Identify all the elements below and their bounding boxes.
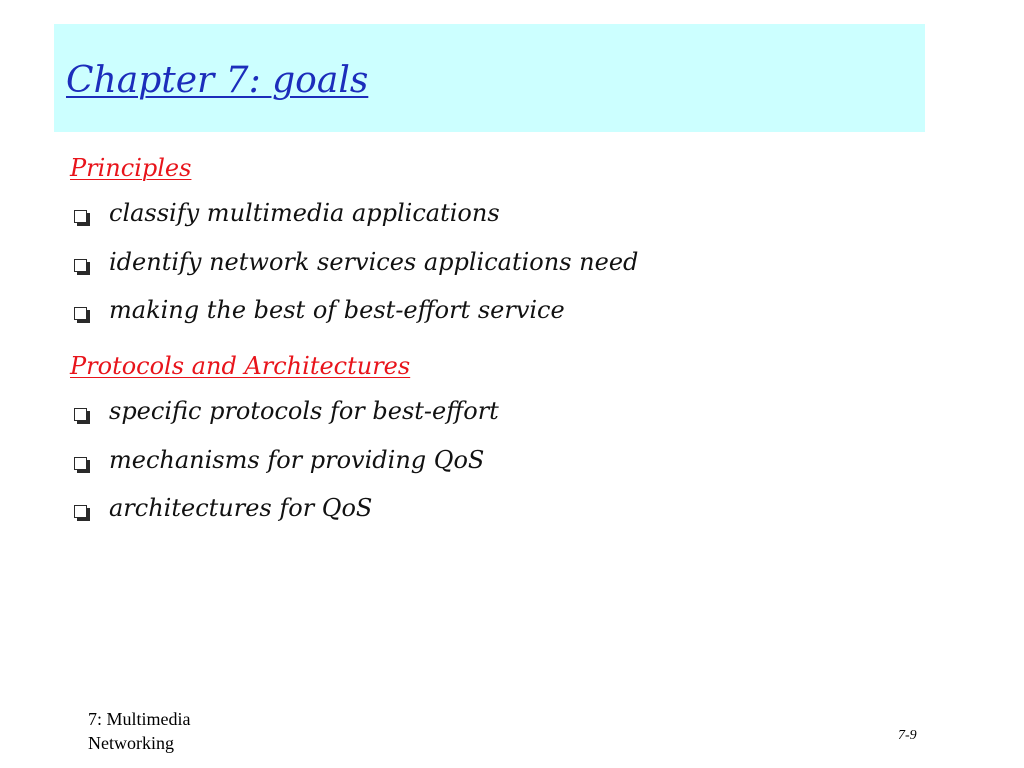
slide-title: Chapter 7: goals bbox=[66, 60, 369, 101]
square-bullet-icon bbox=[74, 505, 87, 518]
section-heading-principles: Principles bbox=[70, 154, 192, 182]
bullet-text: specific protocols for best-effort bbox=[109, 397, 499, 425]
page-number: 7-9 bbox=[898, 728, 917, 743]
bullet-text: making the best of best-effort service bbox=[109, 296, 565, 324]
square-bullet-icon bbox=[74, 259, 87, 272]
section-heading-protocols: Protocols and Architectures bbox=[70, 352, 411, 380]
square-bullet-icon bbox=[74, 408, 87, 421]
bullet-text: mechanisms for providing QoS bbox=[109, 446, 485, 474]
square-bullet-icon bbox=[74, 210, 87, 223]
bullet-text: classify multimedia applications bbox=[109, 199, 500, 227]
bullet-text: identify network services applications need bbox=[109, 248, 639, 276]
footer-chapter-line1: 7: Multimedia bbox=[88, 709, 191, 729]
square-bullet-icon bbox=[74, 457, 87, 470]
square-bullet-icon bbox=[74, 307, 87, 320]
bullet-text: architectures for QoS bbox=[109, 494, 373, 522]
footer-chapter-label bbox=[88, 707, 191, 755]
footer-chapter-line2: Networking bbox=[88, 733, 174, 753]
